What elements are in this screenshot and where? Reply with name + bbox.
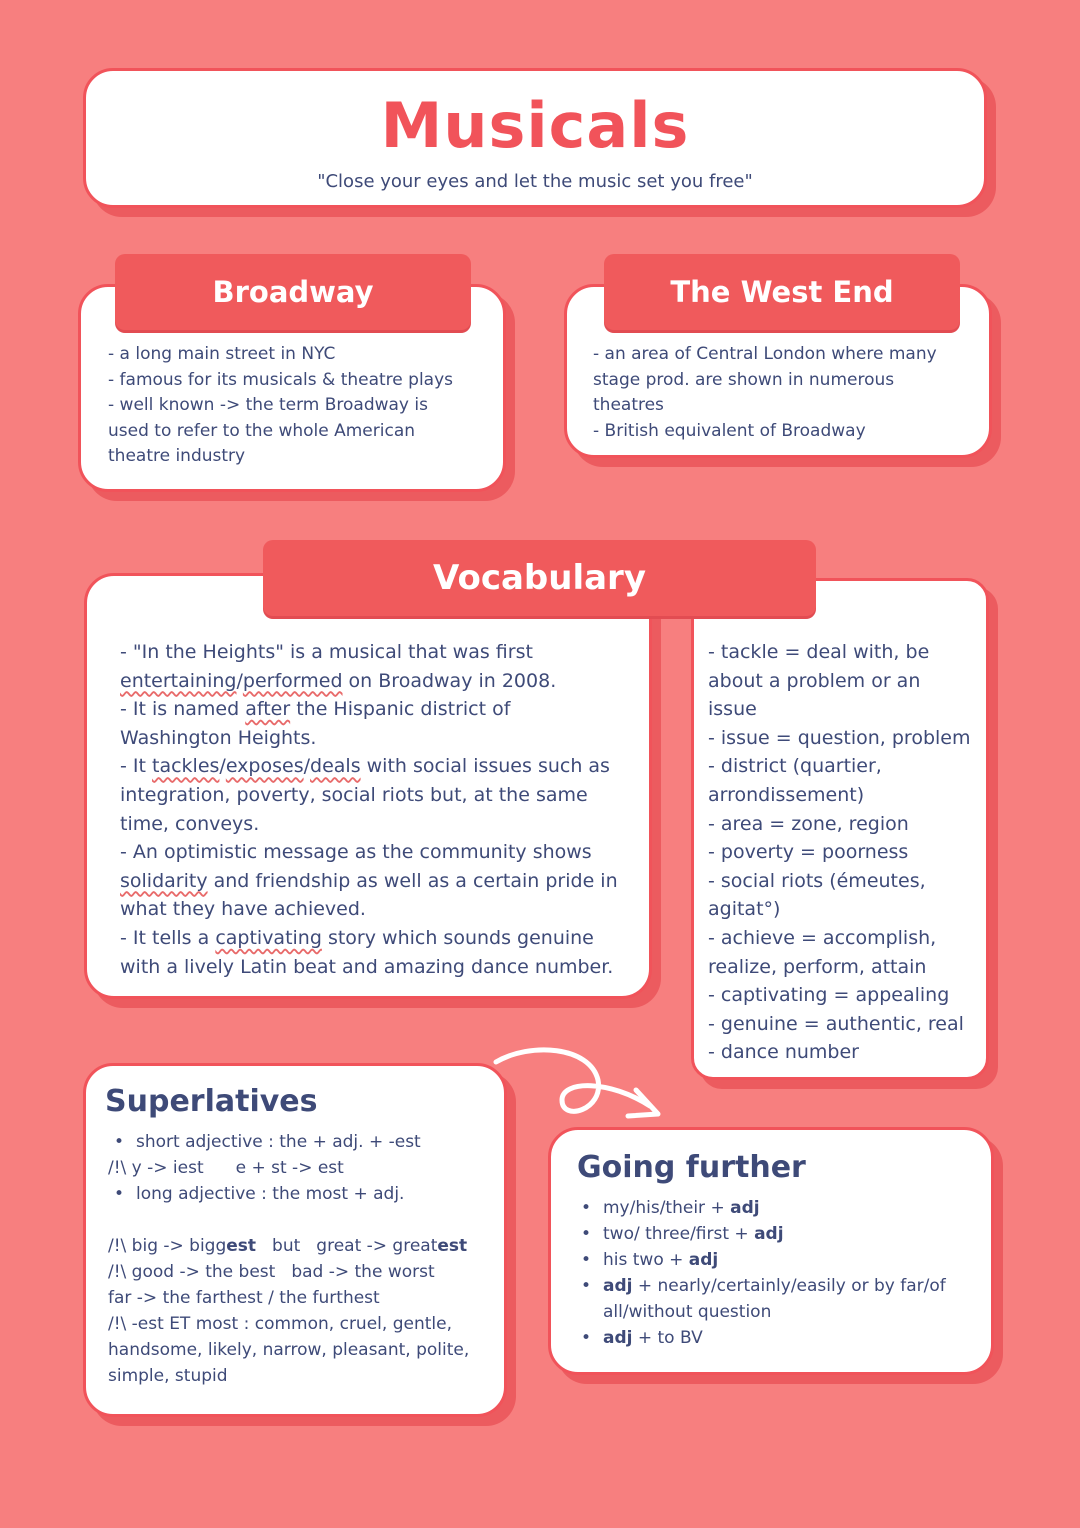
going-further-item — [575, 1325, 946, 1351]
superlatives-note-b: e + st -> est — [235, 1158, 344, 1178]
exception-text: but — [272, 1236, 301, 1256]
superlatives-title: Superlatives — [105, 1084, 318, 1119]
broadway-title: Broadway — [115, 254, 471, 330]
broadway-line: used to refer to the whole American — [108, 420, 416, 441]
west-end-line: stage prod. are shown in numerous — [593, 369, 895, 390]
vocab-def-line: - captivating = appealing — [708, 984, 950, 1007]
item-keyword: adj — [754, 1224, 784, 1244]
vocab-def-line: arrondissement) — [708, 783, 865, 806]
vocab-line: - "In the Heights" is a musical that was first — [120, 641, 533, 663]
vocab-def-line: - tackle = deal with, be — [708, 641, 930, 663]
vocab-def-line: - poverty = poorness — [708, 841, 909, 864]
going-further-item-cont: all/without question — [603, 1302, 772, 1322]
superlatives-exception — [108, 1259, 469, 1285]
going-further-list — [575, 1195, 946, 1351]
exception-text: great -> great — [316, 1236, 438, 1256]
vocab-line — [120, 695, 618, 724]
item-keyword: adj — [603, 1276, 633, 1296]
superlatives-exception: far -> the farthest / the furthest — [108, 1288, 380, 1308]
broadway-text — [108, 342, 453, 470]
vocab-def-line: - social riots (émeutes, — [708, 869, 926, 892]
vocabulary-main-card — [84, 573, 652, 999]
exception-text: /!\ big -> bigg — [108, 1236, 227, 1256]
vocabulary-title: Vocabulary — [263, 540, 816, 616]
broadway-line: - a long main street in NYC — [108, 344, 336, 364]
vocab-line: - An optimistic message as the community shows — [120, 841, 592, 864]
superlatives-exception: /!\ -est ET most : common, cruel, gentle, — [108, 1314, 452, 1334]
vocab-sep: / — [219, 755, 226, 778]
west-end-line: - an area of Central London where many — [593, 344, 937, 364]
vocab-line — [120, 667, 618, 696]
vocab-text: story which sounds genuine — [321, 926, 594, 949]
vocab-sep: / — [236, 669, 243, 692]
vocab-word: tackles — [152, 755, 220, 778]
west-end-line: theatres — [593, 395, 664, 416]
vocab-text: - It — [120, 755, 152, 778]
vocab-line: with a lively Latin beat and amazing dance number. — [120, 955, 614, 978]
superlatives-text — [108, 1129, 469, 1389]
item-text: + to BV — [632, 1328, 703, 1348]
vocabulary-main-text — [120, 638, 618, 981]
superlatives-exception — [108, 1233, 469, 1259]
item-text: his two + — [603, 1250, 689, 1270]
page-subtitle: "Close your eyes and let the music set you free" — [317, 171, 753, 192]
broadway-line: - well known -> the term Broadway is — [108, 395, 428, 416]
vocab-word: solidarity — [120, 869, 208, 892]
page-title: Musicals — [380, 89, 690, 162]
going-further-title: Going further — [577, 1150, 806, 1185]
vocab-word: exposes — [225, 755, 304, 778]
vocab-def-line: - dance number — [708, 1041, 859, 1064]
exception-text: /!\ good -> the best — [108, 1262, 276, 1282]
superlatives-rule: • long adjective : the most + adj. — [108, 1181, 469, 1207]
vocab-line: time, conveys. — [120, 812, 260, 835]
vocab-line: integration, poverty, social riots but, at the same — [120, 783, 588, 806]
spacer — [108, 1207, 469, 1233]
vocab-def-line: - achieve = accomplish, — [708, 926, 937, 949]
item-keyword: adj — [603, 1328, 633, 1348]
vocab-def-line: issue — [708, 698, 757, 721]
broadway-line: theatre industry — [108, 446, 246, 467]
item-text: my/his/their + — [603, 1198, 731, 1218]
vocab-def-line: - area = zone, region — [708, 812, 909, 835]
vocab-word: after — [245, 698, 291, 721]
superlatives-exception: handsome, likely, narrow, pleasant, polite, — [108, 1340, 470, 1360]
vocab-def-line: - issue = question, problem — [708, 726, 971, 749]
vocabulary-side-text — [708, 638, 970, 1067]
superlatives-note — [108, 1155, 469, 1181]
exception-text: bad -> the worst — [291, 1262, 435, 1282]
vocab-word: deals — [310, 755, 361, 778]
vocab-text: on Broadway in 2008. — [342, 669, 557, 692]
superlatives-rule: • short adjective : the + adj. + -est — [108, 1129, 469, 1155]
vocab-word: entertaining — [120, 669, 237, 692]
vocab-def-line: about a problem or an — [708, 669, 921, 692]
item-text: + nearly/certainly/easily or by far/of — [632, 1276, 946, 1296]
vocab-def-line: - genuine = authentic, real — [708, 1012, 964, 1035]
curved-arrow-icon — [490, 1040, 690, 1130]
superlatives-exception: simple, stupid — [108, 1366, 228, 1386]
going-further-item — [575, 1247, 946, 1273]
item-keyword: adj — [688, 1250, 719, 1270]
superlatives-note-a: /!\ y -> iest — [108, 1158, 204, 1178]
going-further-card — [548, 1127, 994, 1375]
vocab-text: - It is named — [120, 698, 246, 721]
item-text: two/ three/first + — [603, 1224, 755, 1244]
vocab-line — [120, 752, 618, 781]
vocab-text: and friendship as well as a certain pride in — [207, 869, 618, 892]
broadway-line: - famous for its musicals & theatre plays — [108, 369, 453, 390]
west-end-title: The West End — [604, 254, 960, 330]
superlatives-card — [83, 1063, 507, 1417]
vocab-text: the Hispanic district of — [290, 698, 511, 721]
vocab-line — [120, 867, 618, 896]
vocab-line: Washington Heights. — [120, 726, 317, 749]
header-card — [83, 68, 987, 208]
vocab-line — [120, 924, 618, 953]
exception-suffix: est — [437, 1236, 468, 1256]
vocab-word: captivating — [215, 926, 322, 949]
west-end-line: - British equivalent of Broadway — [593, 420, 866, 441]
going-further-item — [575, 1195, 946, 1221]
vocab-word: performed — [242, 669, 343, 692]
vocab-def-line: - district (quartier, — [708, 755, 882, 778]
exception-suffix: est — [226, 1236, 257, 1256]
going-further-item — [575, 1273, 946, 1299]
vocab-def-line: agitat°) — [708, 898, 781, 921]
item-keyword: adj — [730, 1198, 760, 1218]
vocab-text: with social issues such as — [360, 755, 610, 778]
vocab-text: - It tells a — [120, 926, 216, 949]
going-further-item — [575, 1221, 946, 1247]
vocab-def-line: realize, perform, attain — [708, 955, 927, 978]
vocabulary-side-card — [691, 578, 989, 1080]
vocab-sep: / — [303, 755, 311, 778]
west-end-text — [593, 342, 937, 444]
vocab-line: what they have achieved. — [120, 898, 366, 921]
